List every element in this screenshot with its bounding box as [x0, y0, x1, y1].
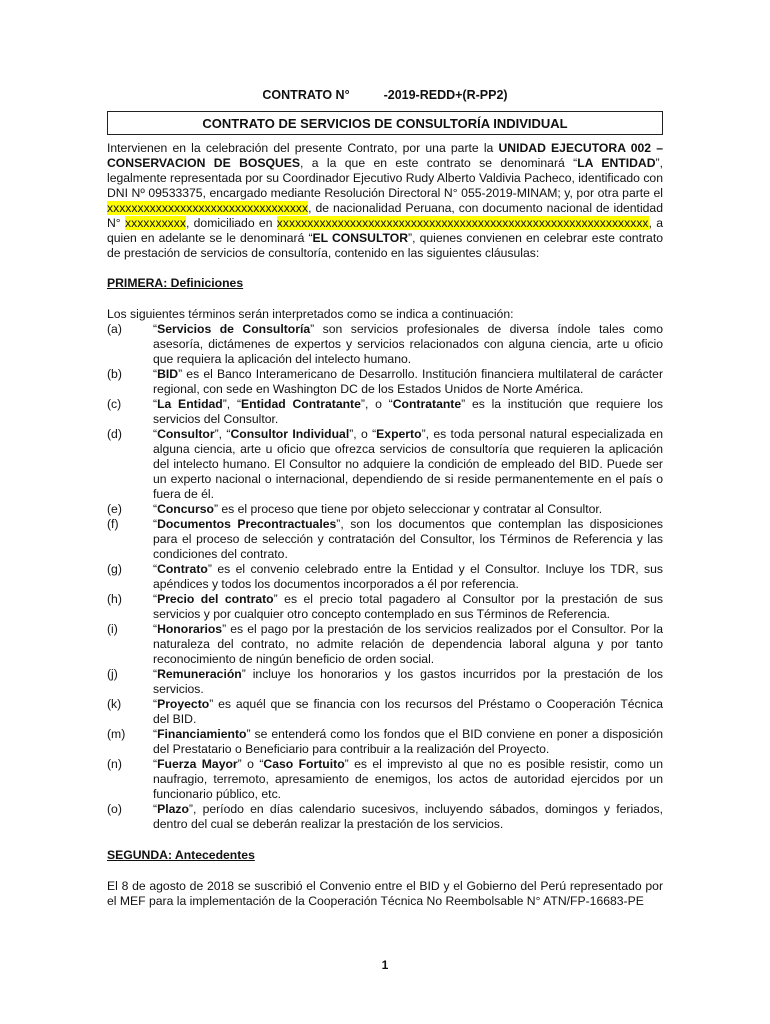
definitions-list	[107, 322, 663, 832]
definition-text: ” es el imprevisto al que no es posible resistir, como un naufragio, terremoto, apresamiento de enemigos, los actos de autoridad ejercidos por un funcionario público, etc.	[153, 757, 663, 801]
definition-text: “	[153, 517, 158, 531]
definition-term: Precio del contrato	[157, 592, 274, 606]
definition-text: ” es el convenio celebrado entre la Entidad y el Consultor. Incluye los TDR, sus apéndices y todos los documentos incorporados a él por referencia.	[153, 562, 663, 591]
definition-text: ” son servicios profesionales de diversa índole tales como asesoría, dictámenes de expertos y servicios relacionados con alguna ciencia, arte u oficio que requiera la aplicación del intelecto humano.	[153, 322, 664, 366]
definition-term: Honorarios	[157, 622, 223, 636]
definition-text: “	[153, 592, 158, 606]
consultant-alias: EL CONSULTOR	[312, 231, 409, 245]
definition-label: (o)	[107, 802, 122, 816]
definition-text: ” es el precio total pagadero al Consultor por la prestación de sus servicios y por cualquier otro concepto contemplado en sus Términos de Referencia.	[153, 592, 663, 621]
definition-term: Consultor	[157, 427, 215, 441]
definition-term: Plazo	[157, 802, 189, 816]
definition-label: (n)	[107, 757, 122, 771]
document-page	[107, 88, 663, 909]
contract-title-box: CONTRATO DE SERVICIOS DE CONSULTORÍA INDIVIDUAL	[107, 111, 663, 135]
definition-text: “	[153, 367, 158, 381]
definition-item	[107, 757, 663, 802]
definition-text: “	[153, 667, 158, 681]
definitions-lead: Los siguientes términos serán interpretados como se indica a continuación:	[107, 307, 514, 321]
definition-term: Contratante	[392, 397, 462, 411]
intro-text: ”, legalmente representada por su Coordinador Ejecutivo Rudy Alberto Valdivia Pacheco, identificado con DNI Nº 09533375, encargado mediante Resolución Directoral N° 055-2019-MINAM; y, por otra parte el	[107, 156, 663, 200]
definition-label: (a)	[107, 322, 122, 336]
intro-text: , a quien en adelante se le denominará “	[107, 216, 663, 245]
definition-term: La Entidad	[157, 397, 223, 411]
definition-item	[107, 727, 663, 757]
definition-text: “	[153, 802, 158, 816]
definition-term: Servicios de Consultoría	[157, 322, 311, 336]
definition-label: (c)	[107, 397, 122, 411]
definition-text: ” o “	[237, 757, 264, 771]
definition-term: Fuerza Mayor	[157, 757, 238, 771]
definition-label: (g)	[107, 562, 122, 576]
definition-text: “	[153, 502, 158, 516]
definition-term: Entidad Contratante	[241, 397, 361, 411]
definition-label: (e)	[107, 502, 122, 516]
definition-text: ” es aquél que se financia con los recursos del Préstamo o Cooperación Técnica del BID.	[153, 697, 663, 726]
definition-text: “	[153, 427, 158, 441]
definition-item	[107, 397, 663, 427]
definition-item	[107, 427, 663, 502]
contract-no-label: CONTRATO N°	[262, 88, 350, 102]
contract-code: -2019-REDD+(R-PP2)	[383, 88, 508, 102]
entity-alias: LA ENTIDAD	[577, 156, 656, 170]
definition-text: ” es el proceso que tiene por objeto seleccionar y contratar al Consultor.	[213, 502, 603, 516]
definition-text: ”, período en días calendario sucesivos, incluyendo sábados, domingos y feriados, dentro del cual se deberán realizar la prestación de los servicios.	[153, 802, 663, 831]
definition-text: “	[153, 622, 158, 636]
definition-text: “	[153, 397, 158, 411]
definition-item	[107, 562, 663, 592]
definition-label: (d)	[107, 427, 122, 441]
definition-item	[107, 367, 663, 397]
definition-text: ”, “	[222, 397, 242, 411]
contract-number-heading	[107, 88, 663, 103]
placeholder-address: xxxxxxxxxxxxxxxxxxxxxxxxxxxxxxxxxxxxxxxxxxxxxxxxxxxxxxxxxxxxx	[276, 216, 649, 230]
definition-text: ” incluye los honorarios y los gastos incurridos por la prestación de los servicios.	[153, 667, 663, 696]
definition-term: Consultor Individual	[230, 427, 350, 441]
definition-item	[107, 517, 663, 562]
definition-term: Caso Fortuito	[263, 757, 345, 771]
definition-item	[107, 667, 663, 697]
definition-term: Financiamiento	[157, 727, 247, 741]
definition-label: (i)	[107, 622, 118, 636]
definition-label: (b)	[107, 367, 122, 381]
entity-name: UNIDAD EJECUTORA 002 – CONSERVACION DE BOSQUES	[107, 141, 663, 170]
definition-text: ”, o “	[349, 427, 377, 441]
definition-text: ” es el pago por la prestación de los servicios realizados por el Consultor. Por la naturaleza del contrato, no admite relación de dependencia laboral alguna y por tanto reconocimiento de ningún beneficio de orden social.	[153, 622, 663, 666]
definition-item	[107, 502, 663, 517]
definition-text: ” es el Banco Interamericano de Desarrollo. Institución financiera multilateral de carácter regional, con sede en Washington DC de los Estados Unidos de Norte América.	[153, 367, 663, 396]
definition-item	[107, 592, 663, 622]
definition-term: Documentos Precontractuales	[157, 517, 337, 531]
definition-text: ”, son los documentos que contemplan las disposiciones para el proceso de selección y contratación del Consultor, los Términos de Referencia y las condiciones del contrato.	[153, 517, 663, 561]
definition-text: “	[153, 562, 158, 576]
definition-label: (m)	[107, 727, 126, 741]
definition-term: BID	[157, 367, 179, 381]
definition-text: ” es la institución que requiere los servicios del Consultor.	[153, 397, 664, 426]
intro-text: , de nacionalidad Peruana, con documento nacional de identidad N°	[107, 201, 663, 230]
definition-text: “	[153, 727, 158, 741]
definition-label: (f)	[107, 517, 119, 531]
definition-item	[107, 697, 663, 727]
intro-text: , domiciliado en	[185, 216, 277, 230]
section-title-definitions: PRIMERA: Definiciones	[107, 276, 244, 290]
definition-label: (h)	[107, 592, 122, 606]
definition-item	[107, 622, 663, 667]
definition-text: ”, o “	[360, 397, 393, 411]
definition-label: (k)	[107, 697, 122, 711]
intro-text: ”, quienes convienen en celebrar este contrato de prestación de servicios de consultoría, contenido en las siguientes cláusulas:	[107, 231, 663, 260]
definition-item	[107, 322, 663, 367]
intro-text: , a la que en este contrato se denominará “	[300, 156, 578, 170]
definition-label: (j)	[107, 667, 118, 681]
definition-text: ” se entenderá como los fondos que el BID conviene en poner a disposición del Prestatario o Beneficiario para contribuir a la realización del Proyecto.	[153, 727, 663, 756]
definition-term: Concurso	[157, 502, 214, 516]
definition-term: Remuneración	[157, 667, 242, 681]
intro-text: Intervienen en la celebración del presente Contrato, por una parte la	[107, 141, 499, 155]
definition-text: “	[153, 757, 158, 771]
definition-term: Proyecto	[157, 697, 210, 711]
definition-term: Contrato	[157, 562, 208, 576]
definition-text: “	[153, 697, 158, 711]
intro-paragraph	[107, 141, 663, 261]
page-number: 1	[381, 958, 389, 972]
definition-term: Experto	[376, 427, 422, 441]
definition-text: ”, “	[214, 427, 231, 441]
placeholder-dni: xxxxxxxxxx	[125, 216, 186, 230]
placeholder-name: xxxxxxxxxxxxxxxxxxxxxxxxxxxxxxxxx	[107, 201, 309, 215]
definition-item	[107, 802, 663, 832]
definition-text: “	[153, 322, 158, 336]
definition-text: ”, es toda personal natural especializada en alguna ciencia, arte u oficio que ofrezca servicios de consultoría que requieren la aplicación del intelecto humano. El Consultor no adquiere la condición de empleado del BID. Puede ser un experto nacional o internacional, dependiendo de si reside permanentemente en el país o fuera de él.	[153, 427, 664, 501]
background-paragraph: El 8 de agosto de 2018 se suscribió el Convenio entre el BID y el Gobierno del Perú representado por el MEF para la implementación de la Cooperación Técnica No Reembolsable N° ATN/FP-16683-PE	[107, 879, 663, 908]
section-title-background: SEGUNDA: Antecedentes	[107, 848, 255, 862]
